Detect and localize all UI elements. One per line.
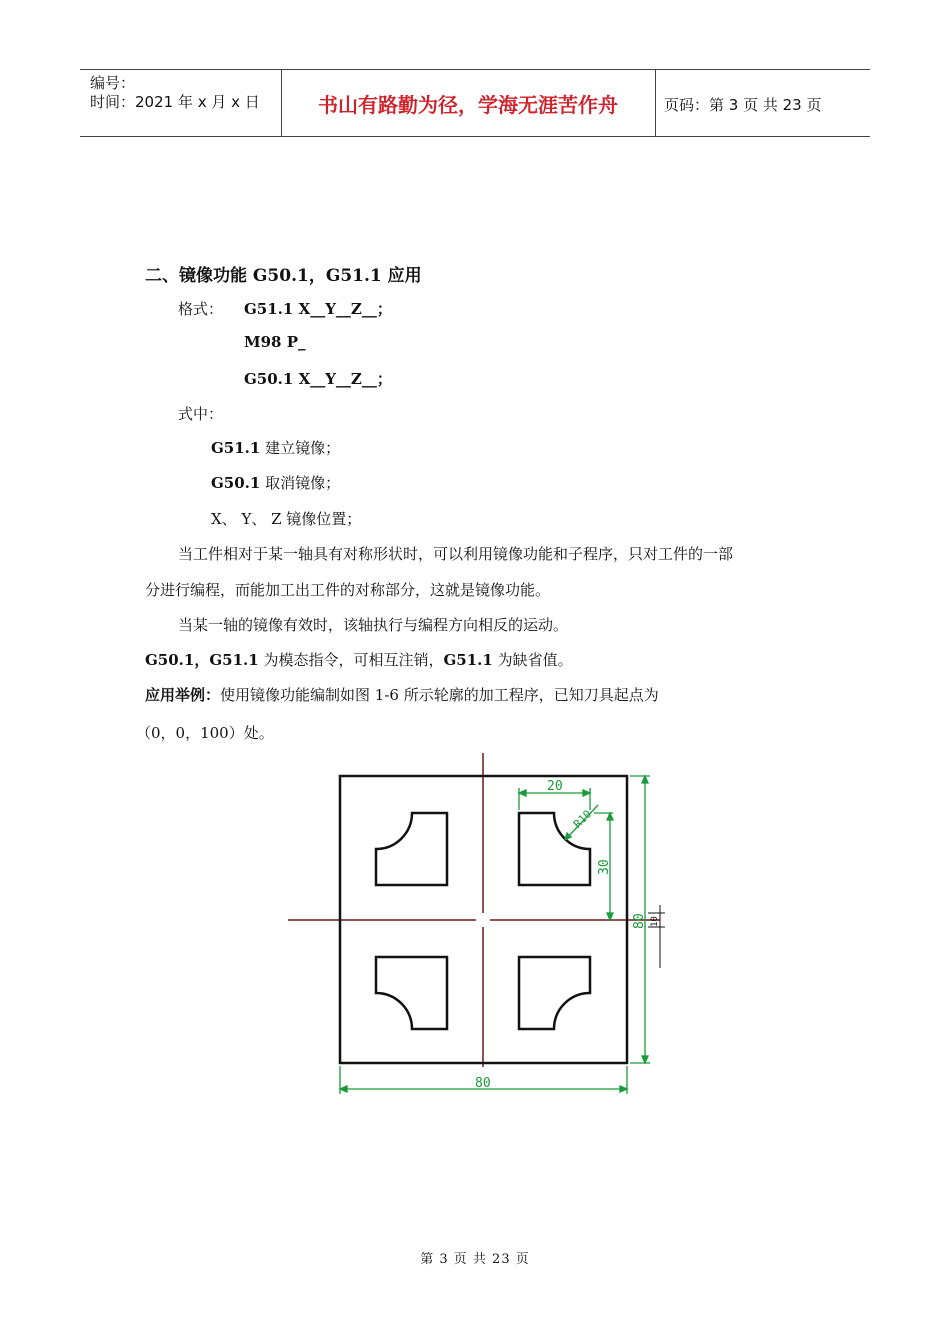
dim-20-label: 20 — [547, 779, 563, 794]
where-label: 式中： — [178, 405, 224, 423]
header-time-label: 时间：2021 年 x 月 x 日 — [90, 93, 260, 111]
dimension-lines — [340, 776, 650, 1094]
format-line-3: G50.1 X__Y__Z__； — [244, 370, 392, 388]
pocket-top-left — [376, 813, 447, 885]
dim-small-label: 10 — [650, 916, 660, 927]
header-page-info: 页码：第 3 页 共 23 页 — [664, 96, 822, 114]
definition-1-code: G51.1 — [211, 439, 261, 457]
paragraph-3-mid: 为模态指令，可相互注销， — [258, 651, 444, 669]
dim-80-vertical-label: 80 — [632, 913, 647, 929]
header-serial-label: 编号： — [90, 74, 136, 92]
small-dimension — [648, 905, 665, 968]
paragraph-1-line-1: 当工件相对于某一轴具有对称形状时，可以利用镜像功能和子程序，只对工件的一部 — [178, 545, 734, 563]
example-label: 应用举例： — [145, 686, 221, 704]
example-text: 使用镜像功能编制如图 1-6 所示轮廓的加工程序，已知刀具起点为 — [220, 686, 659, 704]
paragraph-3-end: 为缺省值。 — [492, 651, 573, 669]
dim-30-label: 30 — [597, 859, 612, 875]
format-label: 格式： — [178, 300, 224, 318]
page-footer: 第 3 页 共 23 页 — [420, 1252, 530, 1267]
header-motto: 书山有路勤为径，学海无涯苦作舟 — [318, 93, 618, 117]
dim-80-horizontal-label: 80 — [475, 1076, 491, 1091]
section-title: 二、镜像功能 G50.1，G51.1 应用 — [145, 266, 422, 286]
definition-2-text: 取消镜像； — [260, 474, 341, 492]
paragraph-1-line-2: 分进行编程，而能加工出工件的对称部分，这就是镜像功能。 — [145, 581, 551, 599]
center-axes — [288, 753, 660, 1067]
example-line-2: （0，0，100）处。 — [136, 724, 274, 742]
paragraph-3-code: G51.1 — [443, 651, 493, 669]
pocket-bottom-left — [376, 957, 447, 1029]
format-line-1: G51.1 X__Y__Z__； — [244, 300, 392, 318]
paragraph-3-codes: G50.1，G51.1 — [145, 651, 259, 669]
format-line-2: M98 P_ — [244, 333, 306, 351]
paragraph-2: 当某一轴的镜像有效时，该轴执行与编程方向相反的运动。 — [178, 616, 569, 634]
pocket-bottom-right — [519, 957, 590, 1029]
definition-1-text: 建立镜像； — [260, 439, 341, 457]
definition-3: X、 Y、 Z 镜像位置； — [211, 510, 362, 528]
definition-2-code: G50.1 — [211, 474, 261, 492]
dim-r10-label: R10 — [570, 807, 595, 831]
